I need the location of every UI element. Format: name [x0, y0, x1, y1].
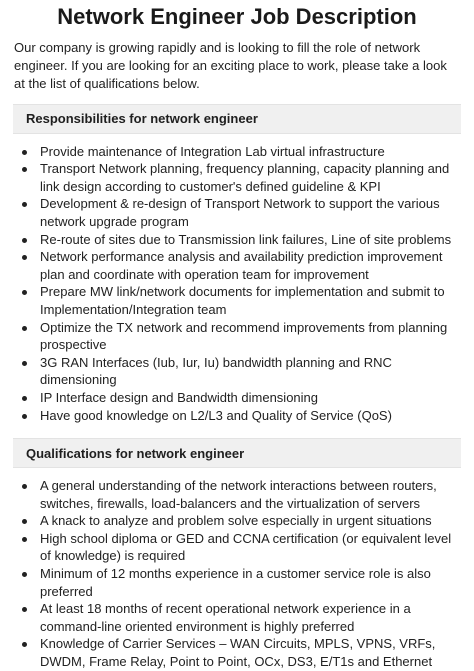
list-item	[19, 231, 460, 249]
bullet-icon	[22, 238, 27, 243]
list-item	[19, 248, 460, 283]
bullet-icon	[22, 396, 27, 401]
list-item	[19, 530, 460, 565]
list-item	[19, 565, 460, 600]
bullet-icon	[22, 167, 27, 172]
bullet-icon	[22, 607, 27, 612]
responsibilities-heading: Responsibilities for network engineer	[13, 104, 461, 134]
list-item-text: Have good knowledge on L2/L3 and Quality of Service (QoS)	[40, 407, 392, 423]
list-item	[19, 283, 460, 318]
bullet-icon	[22, 537, 27, 542]
list-item-text: A general understanding of the network interactions between routers, switches, firewalls, load-balancers and the virtualization of servers	[40, 478, 437, 511]
list-item	[19, 477, 460, 512]
list-item-text: Network performance analysis and availability prediction improvement plan and coordinate with operation team for improvement	[40, 249, 443, 282]
bullet-icon	[22, 414, 27, 419]
qualifications-heading: Qualifications for network engineer	[13, 438, 461, 468]
list-item-text: At least 18 months of recent operational network experience in a command-line oriented environment is highly preferred	[40, 601, 411, 634]
list-item-text: Prepare MW link/network documents for implementation and submit to Implementation/Integration team	[40, 284, 445, 317]
bullet-icon	[22, 255, 27, 260]
list-item	[19, 389, 460, 407]
qualifications-list	[19, 477, 460, 671]
list-item-text: Re-route of sites due to Transmission link failures, Line of site problems	[40, 231, 452, 247]
list-item	[19, 512, 460, 530]
list-item-text: 3G RAN Interfaces (Iub, Iur, Iu) bandwidth planning and RNC dimensioning	[40, 354, 392, 388]
responsibilities-list	[19, 143, 460, 425]
list-item-text: Optimize the TX network and recommend improvements from planning prospective	[40, 319, 448, 353]
list-item-text: IP Interface design and Bandwidth dimensioning	[40, 389, 319, 405]
list-item-text: Transport Network planning, frequency planning, capacity planning and link design according to customer's defined guideline & KPI	[40, 161, 450, 194]
list-item-text: Provide maintenance of Integration Lab virtual infrastructure	[40, 143, 385, 159]
list-item	[19, 600, 460, 635]
page-title: Network Engineer Job Description	[57, 4, 417, 29]
list-item-text: High school diploma or GED and CCNA certification (or equivalent level of knowledge) is required	[40, 530, 452, 564]
list-item-text: Minimum of 12 months experience in a customer service role is also preferred	[40, 566, 431, 599]
list-item-text: Knowledge of Carrier Services – WAN Circuits, MPLS, VPNS, VRFs, DWDM, Frame Relay, Point to Point, OCx, DS3, E/T1s and Ethernet	[40, 636, 436, 670]
bullet-icon	[22, 642, 27, 647]
list-item	[19, 160, 460, 195]
list-item	[19, 407, 460, 425]
bullet-icon	[22, 150, 27, 155]
list-item	[19, 195, 460, 230]
bullet-icon	[22, 290, 27, 295]
list-item	[19, 354, 460, 389]
list-item	[19, 143, 460, 161]
list-item-text: Development & re-design of Transport Network to support the various network upgrade program	[40, 196, 440, 229]
intro-paragraph: Our company is growing rapidly and is looking to fill the role of network engineer. If you are looking for an exciting place to work, please take a look at the list of qualifications below.	[14, 40, 447, 92]
bullet-icon	[22, 326, 27, 331]
list-item	[19, 319, 460, 354]
bullet-icon	[22, 202, 27, 207]
list-item-text: A knack to analyze and problem solve especially in urgent situations	[40, 513, 432, 529]
bullet-icon	[22, 361, 27, 366]
bullet-icon	[22, 519, 27, 524]
list-item	[19, 635, 460, 670]
bullet-icon	[22, 572, 27, 577]
bullet-icon	[22, 484, 27, 489]
